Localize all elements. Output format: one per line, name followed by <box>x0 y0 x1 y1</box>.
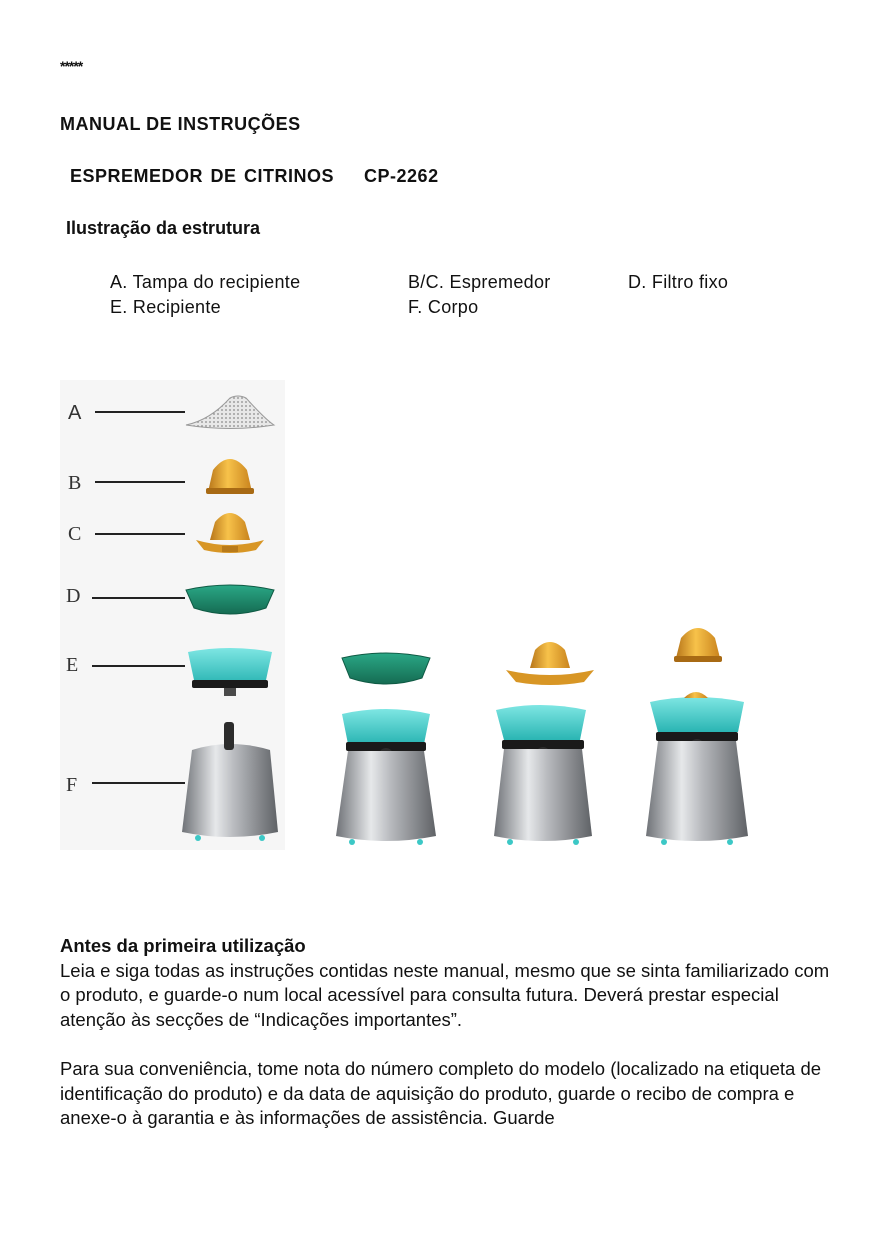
part-f-label: F. Corpo <box>408 297 479 317</box>
manual-title: MANUAL DE INSTRUÇÕES <box>60 114 301 134</box>
header-stars: ***** <box>60 58 83 74</box>
structure-heading: Ilustração da estrutura <box>66 218 261 238</box>
part-a-label: A. Tampa do recipiente <box>110 272 301 292</box>
model-number: CP-2262 <box>364 166 439 186</box>
fig-label-e: E <box>66 654 79 676</box>
structure-illustration <box>60 380 780 850</box>
part-e-label: E. Recipiente <box>110 297 221 317</box>
fig-label-b: B <box>68 472 82 494</box>
assembly-step-2 <box>494 642 594 845</box>
assembly-step-1 <box>336 653 436 845</box>
filter-part-d <box>186 585 274 614</box>
assembly-step-3 <box>646 628 748 845</box>
paragraph-1: Leia e siga todas as instruções contidas neste manual, mesmo que se sinta familiarizado com o produto, e guarde-o num local acessível para consulta futura. Deverá prestar especial atenção às secções de “Indicações importantes”. <box>60 959 830 1030</box>
part-bc-label: B/C. Espremedor <box>408 272 551 292</box>
fig-label-a: A <box>68 402 82 424</box>
fig-label-c: C <box>68 523 82 545</box>
product-title <box>70 166 439 187</box>
section-heading: Antes da primeira utilização <box>60 935 306 956</box>
first-use-section <box>60 934 830 1131</box>
product-name: ESPREMEDOR DE CITRINOS <box>70 166 335 186</box>
fig-label-f: F <box>66 774 78 796</box>
fig-label-d: D <box>66 585 81 607</box>
part-d-label: D. Filtro fixo <box>628 272 729 292</box>
paragraph-2: Para sua conveniência, tome nota do número completo do modelo (localizado na etiqueta de identificação do produto) e da data de aquisição do produto, guarde o recibo de compra e anexe-o à garantia e às informações de assistência. Guarde <box>60 1058 822 1128</box>
